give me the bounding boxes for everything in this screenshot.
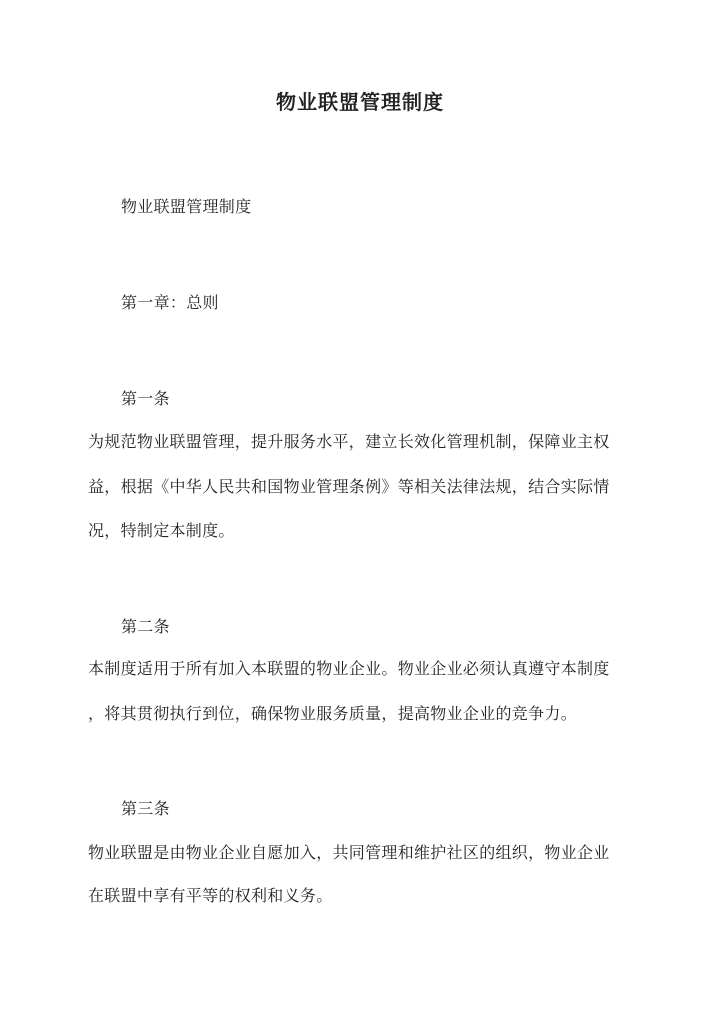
article-text-line: 为规范物业联盟管理，提升服务水平，建立长效化管理机制，保障业主权: [88, 432, 610, 451]
article-text-line: 在联盟中享有平等的权利和义务。: [88, 886, 333, 905]
article-heading: 第一条: [121, 389, 170, 408]
article-text-line: ，将其贯彻执行到位，确保物业服务质量，提高物业企业的竞争力。: [88, 704, 578, 723]
document-title: 物业联盟管理制度: [276, 90, 444, 114]
article-text-line: 物业联盟是由物业企业自愿加入，共同管理和维护社区的组织，物业企业: [88, 843, 610, 862]
article-text-line: 况，特制定本制度。: [88, 521, 235, 540]
article-text-line: 益，根据《中华人民共和国物业管理条例》等相关法律法规，结合实际情: [88, 477, 610, 496]
article-heading: 第三条: [121, 799, 170, 818]
article-heading: 第二条: [121, 617, 170, 636]
chapter-heading: 第一章：总则: [121, 293, 219, 312]
document-subtitle: 物业联盟管理制度: [121, 197, 252, 216]
article-text-line: 本制度适用于所有加入本联盟的物业企业。物业企业必须认真遵守本制度: [88, 659, 610, 678]
